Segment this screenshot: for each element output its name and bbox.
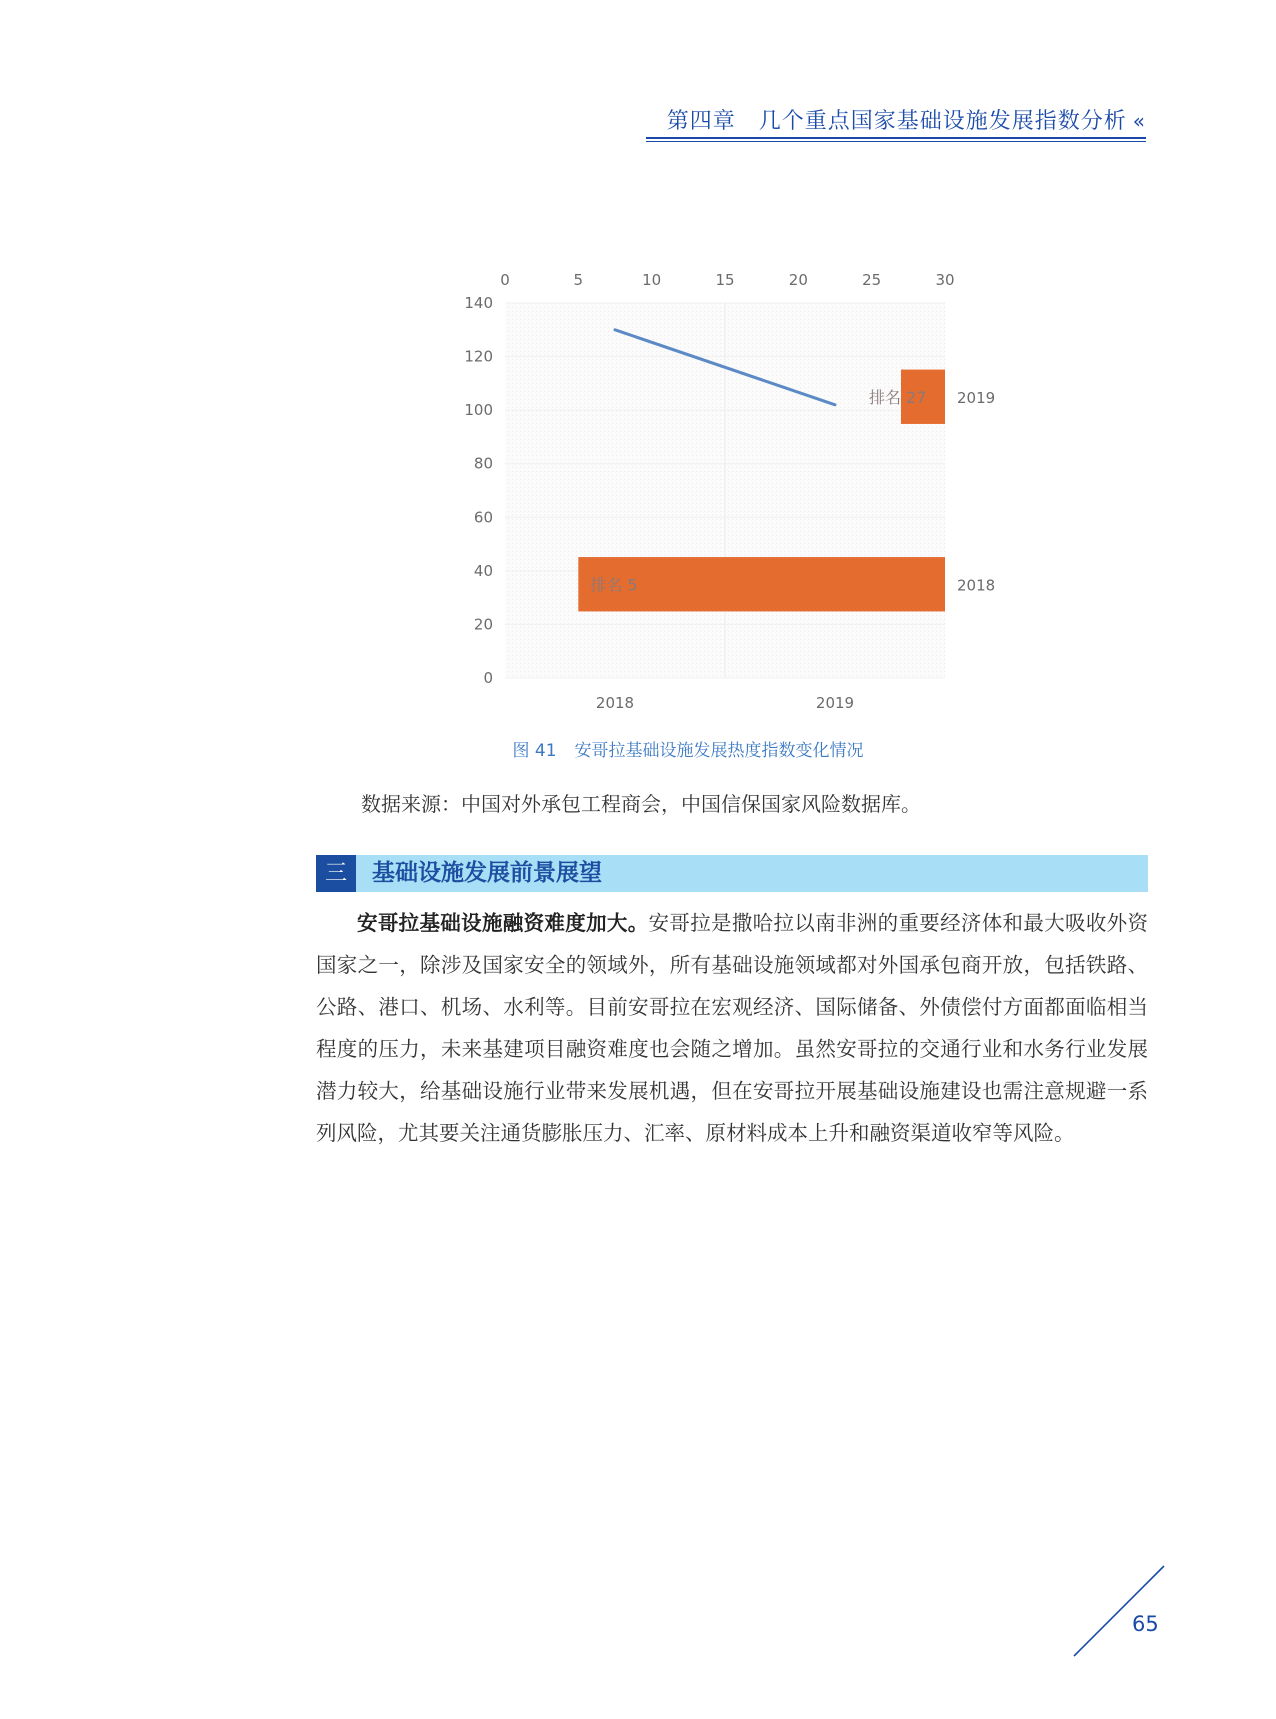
bar-category-label: 2018: [957, 576, 996, 595]
bar-data-label: 排名 5: [590, 575, 638, 595]
page-number: 65: [1132, 1612, 1159, 1636]
lead-sentence: 安哥拉基础设施融资难度加大。: [357, 911, 649, 935]
y-tick-label: 20: [473, 615, 493, 634]
y-tick-label: 140: [464, 294, 493, 312]
header-rule-thin: [646, 141, 1146, 142]
x-top-tick-label: 10: [642, 271, 662, 289]
x-top-tick-label: 5: [573, 271, 584, 289]
y-tick-label: 40: [473, 561, 493, 580]
chart: [440, 255, 1020, 725]
x-top-tick-label: 15: [715, 271, 735, 289]
x-top-tick-label: 0: [500, 271, 510, 289]
section-number: 三: [316, 855, 356, 892]
figure-title: 安哥拉基础设施发展热度指数变化情况: [574, 741, 864, 761]
x-bottom-tick-label: 2019: [815, 694, 855, 712]
paragraph-text: 安哥拉是撒哈拉以南非洲的重要经济体和最大吸收外资国家之一，除涉及国家安全的领域外，所有基础设施领域都对外国承包商开放，包括铁路、公路、港口、机场、水利等。目前安哥拉在宏观经济、国际储备、外债偿付方面都面临相当程度的压力，未来基建项目融资难度也会随之增加。虽然安哥拉的交通行业和水务行业发展潜力较大，给基础设施行业带来发展机遇，但在安哥拉开展基础设施建设也需注意规避一系列风险，尤其要关注通货膨胀压力、汇率、原材料成本上升和融资渠道收窄等风险。: [316, 911, 1149, 1145]
figure-number: 图 41: [512, 741, 557, 761]
section-header: [316, 855, 1148, 892]
x-top-tick-label: 20: [788, 271, 808, 289]
figure-caption: [0, 736, 1276, 761]
y-tick-label: 0: [483, 669, 493, 687]
y-tick-label: 60: [473, 508, 493, 527]
corner-decoration: [1070, 1560, 1170, 1660]
section-title: 基础设施发展前景展望: [372, 860, 602, 886]
y-tick-label: 120: [464, 347, 493, 366]
chapter-header: [667, 104, 1146, 135]
x-bottom-tick-label: 2018: [595, 694, 635, 712]
bar-data-label: 排名 27: [869, 387, 927, 407]
header-rule: [646, 137, 1146, 139]
y-tick-label: 80: [473, 454, 493, 473]
y-tick-label: 100: [464, 401, 493, 420]
body-paragraph: [316, 902, 1148, 1154]
bar-category-label: 2019: [957, 388, 996, 407]
data-source: 数据来源：中国对外承包工程商会，中国信保国家风险数据库。: [361, 792, 921, 816]
x-top-tick-label: 25: [862, 271, 882, 289]
chapter-title: 第四章 几个重点国家基础设施发展指数分析: [666, 109, 1127, 134]
x-top-tick-label: 30: [935, 271, 955, 289]
double-chevron-icon: «: [1132, 109, 1146, 133]
